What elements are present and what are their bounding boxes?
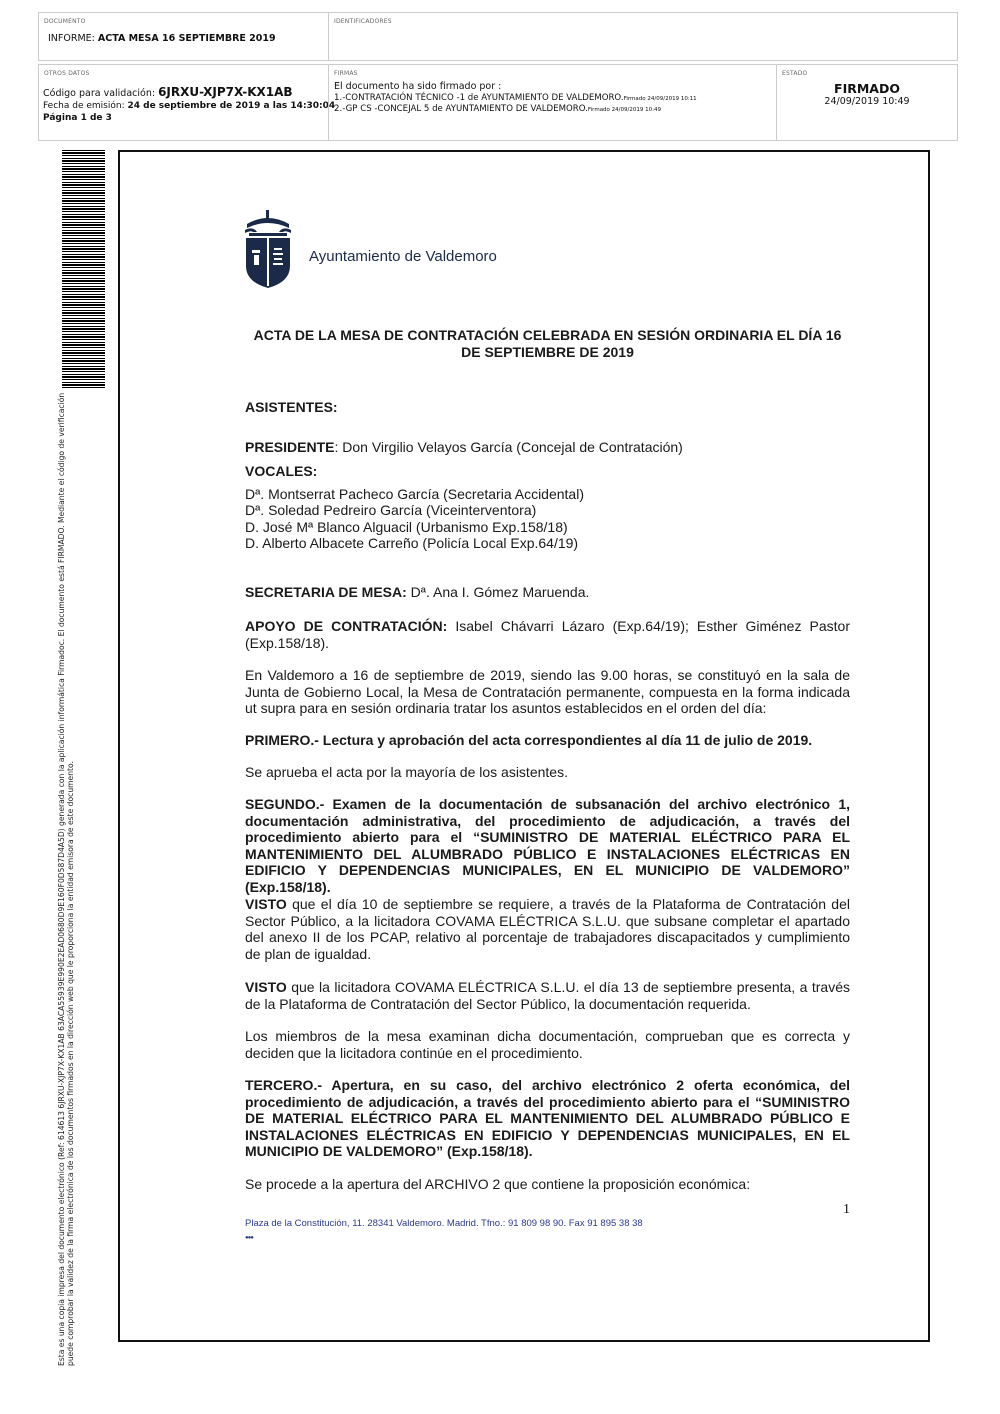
side-text-line-2: puede comprobar la validez de la firma electrónica de los documentos firmados en la dirección web que le proporciona la entidad emisora de este documento. [66, 761, 75, 1366]
tercero-heading: TERCERO.- Apertura, en su caso, del archivo electrónico 2 oferta económica, del procedimiento de adjudicación, a través del procedimiento abierto para el “SUMINISTRO DE MATERIAL ELÉCTRICO PARA EL MANTENIMIENTO DEL ALUMBRADO PÚBLICO E INSTALACIONES ELÉCTRICAS EN EDIFICIO Y DEPENDENCIAS MUNICIPALES, EN EL MUNICIPIO DE VALDEMORO” (Exp.158/18). [245, 1077, 850, 1160]
miembros-paragraph: Los miembros de la mesa examinan dicha documentación, comprueban que es correcta y deciden que la licitadora continúe en el procedimiento. [245, 1028, 850, 1061]
barcode [62, 150, 105, 388]
segundo-heading: SEGUNDO.- Examen de la documentación de subsanación del archivo electrónico 1, documentación administrativa, del procedimiento de adjudicación, a través del procedimiento abierto para el “SUMINISTRO DE MATERIAL ELÉCTRICO PARA EL MANTENIMIENTO DEL ALUMBRADO PÚBLICO E INSTALACIONES ELÉCTRICAS EN EDIFICIO Y DEPENDENCIAS MUNICIPALES, EN EL MUNICIPIO DE VALDEMORO” (Exp.158/18). [245, 796, 850, 895]
vocal-item: Dª. Montserrat Pacheco García (Secretaria Accidental) [245, 486, 584, 502]
fecha-value: 24 de septiembre de 2019 a las 14:30:04 [127, 101, 336, 111]
primero-heading: PRIMERO.- Lectura y aprobación del acta correspondientes al día 11 de julio de 2019. [245, 732, 813, 748]
coat-of-arms-logo [243, 210, 293, 288]
visto-1 [245, 896, 850, 962]
identificadores-cell [328, 12, 958, 61]
codigo-validacion [43, 85, 293, 99]
apoyo-text: Isabel Chávarri Lázaro (Exp.64/19); Esther Giménez Pastor (Exp.158/18). [245, 618, 850, 651]
fecha-label: Fecha de emisión: [43, 101, 128, 111]
estado-date: 24/09/2019 10:49 [824, 96, 910, 107]
otros-datos-label: OTROS DATOS [44, 70, 90, 77]
visto-label: VISTO [245, 979, 287, 995]
vocal-item: D. José Mª Blanco Alguacil (Urbanismo Exp.158/18) [245, 518, 568, 535]
codigo-label: Código para validación: [43, 88, 159, 99]
side-verification-text [57, 386, 75, 1366]
procede-paragraph: Se procede a la apertura del ARCHIVO 2 que contiene la proposición económica: [245, 1176, 751, 1192]
vocal-item: Dª. Soledad Pedreiro García (Viceinterventora) [245, 502, 537, 519]
presidente [245, 439, 850, 456]
vocales-list [245, 486, 850, 551]
documento-value [48, 33, 276, 44]
estado-label: ESTADO [782, 70, 808, 77]
logo-text: Ayuntamiento de Valdemoro [309, 248, 497, 265]
visto-label: VISTO [245, 896, 287, 912]
firma-1-stamp: Firmado 24/09/2019 10:11 [623, 96, 697, 102]
documento-label: DOCUMENTO [44, 18, 86, 25]
firma-2 [334, 104, 661, 114]
visto-text: que el día 10 de septiembre se requiere, a través de la Plataforma de Contratación del Sector Público, a la licitadora COVAMA ELÉCTRICA S.L.U. que subsane completar el apartado del anexo II de los PCAP, relativo al porcentaje de trabajadores discapacitados y cumplimiento de plan de igualdad. [245, 896, 850, 962]
documento-title: ACTA MESA 16 SEPTIEMBRE 2019 [97, 33, 276, 44]
asistentes-heading: ASISTENTES: [245, 399, 338, 415]
apoyo [245, 618, 850, 651]
footer-address: Plaza de la Constitución, 11. 28341 Valdemoro. Madrid. Tfno.: 91 809 98 90. Fax 91 895 38 38 [245, 1218, 643, 1229]
vocales-heading: VOCALES: [245, 463, 318, 479]
document-title: ACTA DE LA MESA DE CONTRATACIÓN CELEBRADA EN SESIÓN ORDINARIA EL DÍA 16 DE SEPTIEMBRE DE 2019 [253, 327, 842, 360]
documento-prefix: INFORME: [48, 33, 98, 44]
intro-paragraph: En Valdemoro a 16 de septiembre de 2019, siendo las 9.00 horas, se constituyó en la sala de Junta de Gobierno Local, la Mesa de Contratación permanente, compuesta en la forma indicada ut supra para en sesión ordinaria tratar los asuntos establecidos en el orden del día: [245, 667, 850, 717]
secretaria-label: SECRETARIA DE MESA: [245, 584, 407, 600]
aprueba-paragraph: Se aprueba el acta por la mayoría de los asistentes. [245, 764, 568, 780]
pagina: Página 1 de 3 [43, 113, 112, 123]
otros-datos-cell [38, 64, 336, 141]
estado-cell [776, 64, 958, 141]
identificadores-label: IDENTIFICADORES [334, 18, 392, 25]
documento-cell [38, 12, 329, 61]
page-number: 1 [843, 1202, 850, 1217]
secretaria-text: Dª. Ana I. Gómez Maruenda. [406, 584, 590, 600]
firma-1-text: 1.-CONTRATACIÓN TÉCNICO -1 de AYUNTAMIENTO DE VALDEMORO. [334, 93, 624, 103]
presidente-label: PRESIDENTE [245, 439, 335, 455]
codigo-value: 6JRXU-XJP7X-KX1AB [158, 85, 293, 99]
footer-dots: ●●● [245, 1235, 253, 1241]
firma-2-stamp: Firmado 24/09/2019 10:49 [587, 107, 661, 113]
side-text-line-1: Esta es una copia impresa del documento electrónico (Ref: 614613 6JRXU-XJP7X-KX1AB 63ACA55939E990E2EAD0680D9E160F0D587D4A5D) generada con la aplicación informática Firmadoc. El documento está FIRMADO. Mediante el código de verificación [57, 392, 66, 1366]
firma-2-text: 2.-GP CS -CONCEJAL 5 de AYUNTAMIENTO DE VALDEMORO. [334, 104, 588, 114]
visto-text: que la licitadora COVAMA ELÉCTRICA S.L.U. el día 13 de septiembre presenta, a través de la Plataforma de Contratación del Sector Público, la documentación requerida. [245, 979, 850, 1012]
firmas-intro: El documento ha sido firmado por : [334, 81, 502, 92]
firma-1 [334, 93, 697, 103]
vocal-item: D. Alberto Albacete Carreño (Policía Local Exp.64/19) [245, 534, 579, 551]
estado-value: FIRMADO [834, 81, 900, 96]
visto-2 [245, 979, 850, 1012]
presidente-text: : Don Virgilio Velayos García (Concejal de Contratación) [334, 439, 683, 455]
fecha-emision [43, 101, 335, 111]
secretaria [245, 584, 850, 601]
firmas-label: FIRMAS [334, 70, 358, 77]
firmas-cell [328, 64, 777, 141]
apoyo-label: APOYO DE CONTRATACIÓN: [245, 618, 448, 634]
